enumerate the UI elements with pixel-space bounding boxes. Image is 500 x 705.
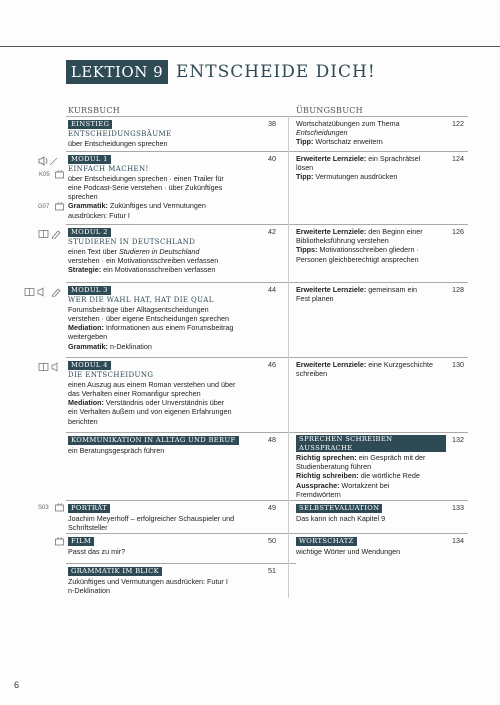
entry-text: weitergeben [68, 332, 108, 342]
section-subtitle: DIE ENTSCHEIDUNG [68, 370, 154, 379]
uebungsbuch-einstieg [296, 119, 446, 147]
column-header-uebungsbuch: ÜBUNGSBUCH [296, 106, 363, 115]
entry-text: einen Auszug aus einem Roman verstehen und über [68, 379, 236, 389]
uebungsbuch-wortschatz [296, 536, 446, 556]
row-divider [66, 282, 468, 283]
kursbuch-grammatik-im-blick [68, 566, 273, 595]
entry-text: Fremdwörtern [296, 489, 341, 499]
kursbuch-portraet [68, 503, 273, 532]
kursbuch-modul-2 [68, 227, 268, 274]
section-label: MODUL 2 [68, 228, 111, 237]
strategy-label: Strategie: [68, 265, 102, 275]
section-label: MODUL 4 [68, 361, 111, 370]
grammar-label: Grammatik: [68, 201, 108, 211]
page-ref: 122 [452, 119, 464, 128]
entry-text: Schriftsteller [68, 522, 108, 532]
goals-label: Erweiterte Lernziele: [296, 227, 367, 236]
entry-text: Das kann ich nach Kapitel 9 [296, 513, 386, 523]
page-ref: 46 [268, 360, 276, 369]
entry-text: Motivationsschreiben gliedern · [317, 245, 419, 255]
page-ref: 133 [452, 503, 464, 512]
row-divider [66, 151, 468, 152]
kursbuch-modul-1 [68, 154, 268, 220]
book-pencil-icon [38, 229, 62, 239]
video-icon [55, 537, 65, 546]
entry-text: wichtige Wörter und Wendungen [296, 546, 401, 556]
entry-text: Zukünftiges und Vermutungen [107, 201, 206, 211]
section-subtitle: WER DIE WAHL HAT, HAT DIE QUAL [68, 295, 214, 304]
kursbuch-modul-3 [68, 285, 268, 351]
row-divider [66, 533, 468, 534]
goals-label: Erweiterte Lernziele: [296, 360, 367, 369]
section-label: EINSTIEG [68, 120, 112, 129]
entry-text: Wortakzent bei [339, 480, 390, 490]
entry-text: verstehen · ein Motivationsschreiben verfassen [68, 255, 219, 265]
entry-text: Bibliotheksführung verstehen [296, 236, 389, 246]
row-divider [66, 116, 468, 117]
page-ref: 50 [268, 536, 276, 545]
entry-text: das Verhalten einer Romanfigur sprechen [68, 388, 201, 398]
entry-text: Verständnis oder Unverständnis über [103, 398, 225, 408]
column-divider [288, 116, 289, 598]
page-ref: 124 [452, 154, 464, 163]
entry-text: Fest planen [296, 294, 334, 304]
book-audio-pencil-icon [24, 287, 64, 297]
track-ref: S03 [38, 505, 49, 511]
row-divider [66, 563, 296, 564]
tipp-label: Tipp: [296, 172, 314, 182]
entry-text: eine Podcast-Serie verstehen · über Zukünftiges [68, 182, 223, 192]
entry-text: ein Beratungsgespräch führen [68, 445, 165, 455]
page-ref: 132 [452, 435, 464, 444]
entry-text: Joachim Meyerhoff – erfolgreicher Schauspieler und [68, 513, 235, 523]
entry-text: ein Verhalten äußern und von eigenen Erfahrungen [68, 407, 232, 417]
section-label: SELBSTEVALUATION [296, 504, 382, 513]
section-label: MODUL 1 [68, 155, 111, 164]
section-subtitle: STUDIEREN IN DEUTSCHLAND [68, 237, 196, 246]
entry-text: einen Text über [68, 246, 120, 256]
entry-text: Wortschatzübungen zum Thema [296, 119, 400, 128]
track-ref: K05 [39, 172, 50, 178]
section-label: GRAMMATIK IM BLICK [68, 567, 162, 576]
section-label: WORTSCHATZ [296, 537, 357, 546]
entry-text: die wörtliche Rede [358, 471, 420, 481]
speaking-label: Richtig sprechen: [296, 453, 357, 462]
uebungsbuch-modul-3 [296, 285, 446, 303]
lesson-title: ENTSCHEIDE DICH! [176, 62, 376, 82]
column-header-kursbuch: KURSBUCH [68, 106, 121, 115]
grammar-label: Grammatik: [68, 341, 108, 351]
entry-text: sprechen [68, 192, 98, 202]
page-ref: 128 [452, 285, 464, 294]
pronunciation-label: Aussprache: [296, 480, 340, 490]
entry-text: Informationen aus einem Forumsbeitrag [103, 323, 234, 333]
tipp-label: Tipps: [296, 245, 318, 255]
kursbuch-modul-4 [68, 360, 273, 426]
page-ref: 48 [268, 435, 276, 444]
book-audio-icon [38, 362, 64, 372]
video-icon [55, 170, 65, 179]
page-ref: 51 [268, 566, 276, 575]
row-divider [66, 357, 468, 358]
audio-icon [38, 156, 60, 166]
uebungsbuch-sprechen [296, 435, 446, 499]
writing-label: Richtig schreiben: [296, 471, 359, 481]
lesson-tab: LEKTION 9 [66, 60, 168, 84]
kursbuch-film [68, 536, 273, 556]
goals-label: Erweiterte Lernziele: [296, 154, 367, 163]
entry-text: ausdrücken: Futur I [68, 210, 130, 220]
row-divider [66, 500, 468, 501]
uebungsbuch-modul-4 [296, 360, 446, 378]
entry-text: über Entscheidungen sprechen · einen Trailer für [68, 173, 224, 183]
entry-text: ein Sprachrätsel [366, 154, 421, 163]
section-subtitle: EINFACH MACHEN! [68, 164, 149, 173]
entry-text: über Entscheidungen sprechen [68, 138, 168, 148]
entry-text: den Beginn einer [366, 227, 423, 236]
mediation-label: Mediation: [68, 323, 104, 333]
uebungsbuch-modul-1 [296, 154, 446, 182]
entry-text: Forumsbeiträge über Alltagsentscheidungen [68, 304, 209, 314]
page-ref: 49 [268, 503, 276, 512]
entry-text: Studienberatung führen [296, 462, 372, 472]
tipp-label: Tipp: [296, 137, 314, 147]
goals-label: Erweiterte Lernziele: [296, 285, 367, 294]
entry-text: Entscheidungen [296, 128, 348, 138]
top-rule [0, 46, 500, 47]
mediation-label: Mediation: [68, 398, 104, 408]
section-label: PORTRÄT [68, 504, 110, 513]
track-ref: G07 [38, 204, 50, 210]
entry-text: schreiben [296, 369, 328, 379]
kursbuch-kommunikation [68, 435, 273, 455]
uebungsbuch-modul-2 [296, 227, 451, 264]
entry-text: Zukünftiges und Vermutungen ausdrücken: Futur I [68, 576, 228, 586]
kursbuch-einstieg [68, 119, 258, 148]
row-divider [66, 224, 468, 225]
page-ref: 130 [452, 360, 464, 369]
row-divider [66, 432, 468, 433]
entry-text: Personen gleichberechtigt ansprechen [296, 254, 419, 264]
video-icon [55, 202, 65, 211]
page-ref: 38 [268, 119, 276, 128]
entry-text: gemeinsam ein [366, 285, 418, 294]
entry-text: n-Deklination [68, 585, 110, 595]
uebungsbuch-selbstevaluation [296, 503, 446, 523]
section-label: FILM [68, 537, 94, 546]
entry-text: Studieren in Deutschland [119, 246, 200, 256]
entry-text: Passt das zu mir? [68, 546, 126, 556]
page-ref: 40 [268, 154, 276, 163]
entry-text: verstehen · über eigene Entscheidungen sprechen [68, 313, 230, 323]
section-label: MODUL 3 [68, 286, 111, 295]
section-label: KOMMUNIKATION IN ALLTAG UND BERUF [68, 436, 239, 445]
page-ref: 134 [452, 536, 464, 545]
entry-text: Vermutungen ausdrücken [313, 172, 398, 182]
video-icon [55, 503, 65, 512]
section-label: SPRECHEN SCHREIBEN AUSSPRACHE [296, 435, 446, 452]
entry-text: eine Kurzgeschichte [366, 360, 434, 369]
entry-text: lösen [296, 163, 314, 173]
entry-text: Wortschatz erweitern [313, 137, 383, 147]
page-ref: 44 [268, 285, 276, 294]
entry-text: berichten [68, 416, 98, 426]
page-ref: 42 [268, 227, 276, 236]
page-number: 6 [14, 680, 20, 690]
section-subtitle: ENTSCHEIDUNGSBÄUME [68, 129, 172, 138]
entry-text: n-Deklination [107, 341, 152, 351]
entry-text: ein Gespräch mit der [356, 453, 426, 462]
page-ref: 126 [452, 227, 464, 236]
entry-text: ein Motivationsschreiben verfassen [101, 265, 216, 275]
